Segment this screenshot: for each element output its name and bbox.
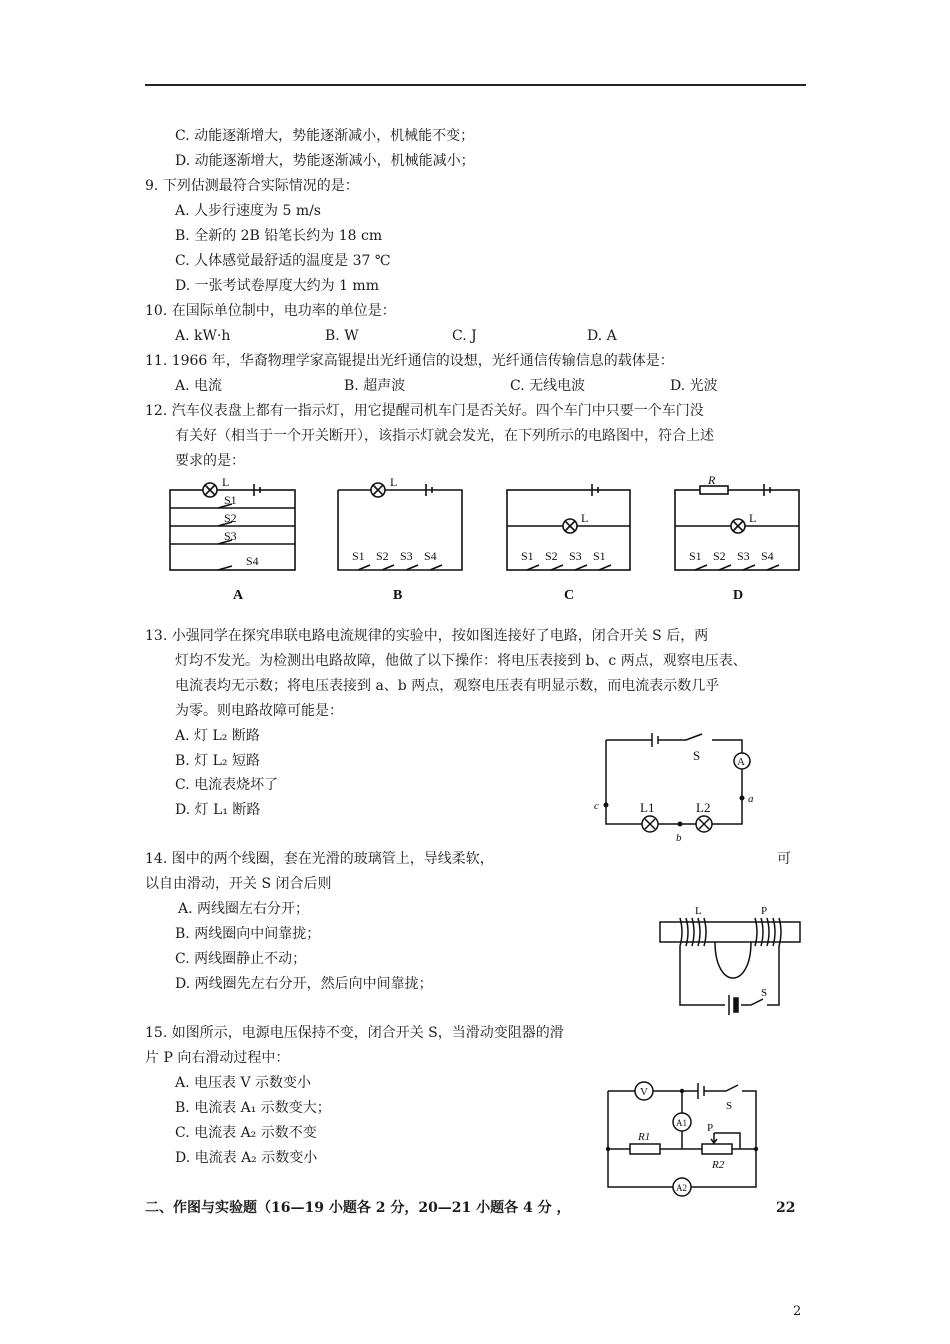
- q15-stem-line1: 15. 如图所示，电源电压保持不变，闭合开关 S，当滑动变阻器的滑: [145, 1025, 564, 1041]
- circuit-b-s4: S4: [424, 549, 437, 563]
- q15-slider-label: P: [707, 1122, 714, 1134]
- circuit-a-s4: S4: [246, 554, 259, 568]
- q8-option-c: C. 动能逐渐增大，势能逐渐减小，机械能不变；: [175, 128, 475, 144]
- figure-label-a: A: [233, 588, 244, 603]
- q13-point-b: b: [676, 832, 682, 844]
- circuit-a-s2: S2: [224, 511, 237, 525]
- q12-stem-line2: 有关好（相当于一个开关断开），该指示灯就会发光，在下列所示的电路图中，符合上述: [175, 428, 714, 444]
- figure-label-c: C: [564, 588, 575, 603]
- q9-option-a: A. 人步行速度为 5 m/s: [175, 203, 321, 219]
- q9-option-c: C. 人体感觉最舒适的温度是 37 ℃: [175, 253, 391, 269]
- circuit-d-s2: S2: [713, 549, 726, 563]
- circuit-d-s3: S3: [737, 549, 750, 563]
- q8-option-d: D. 动能逐渐增大，势能逐渐减小，机械能减小；: [175, 153, 475, 169]
- section2-title: 二、作图与实验题（16—19 小题各 2 分，20—21 小题各 4 分 ，: [145, 1200, 571, 1216]
- q15-option-d: D. 电流表 A₂ 示数变小: [175, 1150, 318, 1166]
- q14-option-a: A. 两线圈左右分开；: [178, 901, 310, 917]
- q9-option-b: B. 全新的 2B 铅笔长约为 18 cm: [175, 228, 383, 244]
- q13-option-d: D. 灯 L₁ 断路: [175, 802, 261, 818]
- q15-voltmeter-label: V: [640, 1086, 648, 1098]
- q13-point-c: c: [594, 800, 599, 812]
- q14-connecting-wire: [715, 942, 751, 978]
- circuit-b-s2: S2: [376, 549, 389, 563]
- circuit-d-s1: S1: [689, 549, 702, 563]
- page-number: 2: [793, 1304, 802, 1319]
- q14-stem-line1-tail: 可: [777, 851, 791, 867]
- circuit-c-s1: S1: [521, 549, 534, 563]
- q15-option-a: A. 电压表 V 示数变小: [175, 1075, 312, 1091]
- q15-switch-label: S: [726, 1100, 733, 1112]
- q15-rheostat-r2: [702, 1144, 732, 1154]
- q10-stem: 10. 在国际单位制中，电功率的单位是：: [145, 303, 396, 319]
- q9-option-d: D. 一张考试卷厚度大约为 1 mm: [175, 278, 379, 294]
- q13-switch-label: S: [693, 748, 701, 763]
- figure-label-b: B: [393, 588, 403, 603]
- q9-stem: 9. 下列估测最符合实际情况的是：: [145, 178, 359, 194]
- circuit-c-lamp-label: L: [581, 511, 589, 525]
- q10-option-a: A. kW·h: [175, 328, 231, 344]
- circuit-d-resistor-label: R: [708, 474, 716, 487]
- q13-stem-line1: 13. 小强同学在探究串联电路电流规律的实验中，按如图连接好了电路，闭合开关 S 后，两: [145, 628, 709, 644]
- q15-stem-line2: 片 P 向右滑动过程中：: [145, 1050, 290, 1066]
- circuit-d-lamp-label: L: [749, 511, 757, 525]
- q14-option-c: C. 两线圈静止不动；: [175, 951, 307, 967]
- q13-stem-line3: 电流表均无示数；将电压表接到 a、b 两点，观察电压表有明显示数，而电流表示数几乎: [175, 678, 720, 694]
- q13-ammeter-label: A: [737, 756, 745, 768]
- q13-option-c: C. 电流表烧坏了: [175, 777, 279, 793]
- section2-title-tail: 22: [776, 1200, 796, 1216]
- q10-option-d: D. A: [587, 328, 617, 344]
- q13-point-a: a: [748, 793, 754, 805]
- q15-resistor-r1: [630, 1144, 660, 1154]
- circuit-a-lamp-label: L: [222, 475, 230, 489]
- q13-lamp2-label: L2: [696, 800, 711, 815]
- q11-option-a: A. 电流: [175, 378, 223, 394]
- q14-option-b: B. 两线圈向中间靠拢；: [175, 926, 321, 942]
- q11-option-c: C. 无线电波: [510, 378, 586, 394]
- q15-r2-label: R2: [712, 1159, 725, 1171]
- circuit-c-s1-second: S1: [593, 549, 606, 563]
- q13-stem-line4: 为零。则电路故障可能是：: [175, 703, 343, 719]
- figure-label-d: D: [733, 588, 744, 603]
- q12-circuit-figures: [160, 474, 820, 606]
- q13-circuit-figure: [590, 730, 760, 845]
- circuit-c-s2: S2: [545, 549, 558, 563]
- q14-coil-figure: [655, 900, 805, 1030]
- header-rule: [145, 84, 806, 86]
- circuit-b-lamp-label: L: [390, 475, 398, 489]
- q12-stem-line3: 要求的是：: [175, 453, 245, 469]
- circuit-c-s3: S3: [569, 549, 582, 563]
- q14-coil-right-label: P: [761, 905, 768, 917]
- q14-coil-left-label: L: [695, 905, 702, 917]
- circuit-d-s4: S4: [761, 549, 774, 563]
- q15-r1-label: R1: [638, 1131, 651, 1143]
- q15-ammeter1-label: A1: [676, 1118, 687, 1128]
- q13-option-b: B. 灯 L₂ 短路: [175, 753, 260, 769]
- q15-ammeter2-label: A2: [676, 1183, 687, 1193]
- q14-option-d: D. 两线圈先左右分开，然后向中间靠拢；: [175, 976, 433, 992]
- q14-stem-line2: 以自由滑动，开关 S 闭合后则: [145, 876, 332, 892]
- circuit-a-s1: S1: [224, 493, 237, 507]
- q10-option-b: B. W: [325, 328, 359, 344]
- circuit-a-s3: S3: [224, 529, 237, 543]
- q13-stem-line2: 灯均不发光。为检测出电路故障，他做了以下操作：将电压表接到 b、c 两点，观察电压表、: [175, 653, 747, 669]
- q13-option-a: A. 灯 L₂ 断路: [175, 728, 260, 744]
- q11-option-d: D. 光波: [670, 378, 718, 394]
- q15-option-b: B. 电流表 A₁ 示数变大；: [175, 1100, 331, 1116]
- q14-switch-label: S: [761, 987, 768, 999]
- q12-stem-line1: 12. 汽车仪表盘上都有一指示灯，用它提醒司机车门是否关好。四个车门中只要一个车门没: [145, 403, 704, 419]
- circuit-b-s3: S3: [400, 549, 413, 563]
- q10-option-c: C. J: [452, 328, 477, 344]
- circuit-b-s1: S1: [352, 549, 365, 563]
- q13-lamp1-label: L1: [640, 800, 655, 815]
- q14-stem-line1: 14. 图中的两个线圈，套在光滑的玻璃管上，导线柔软，: [145, 851, 494, 867]
- q15-option-c: C. 电流表 A₂ 示数不变: [175, 1125, 317, 1141]
- q15-circuit-figure: [600, 1075, 770, 1200]
- q11-option-b: B. 超声波: [344, 378, 406, 394]
- q11-stem: 11. 1966 年，华裔物理学家高锟提出光纤通信的设想，光纤通信传输信息的载体是：: [145, 353, 674, 369]
